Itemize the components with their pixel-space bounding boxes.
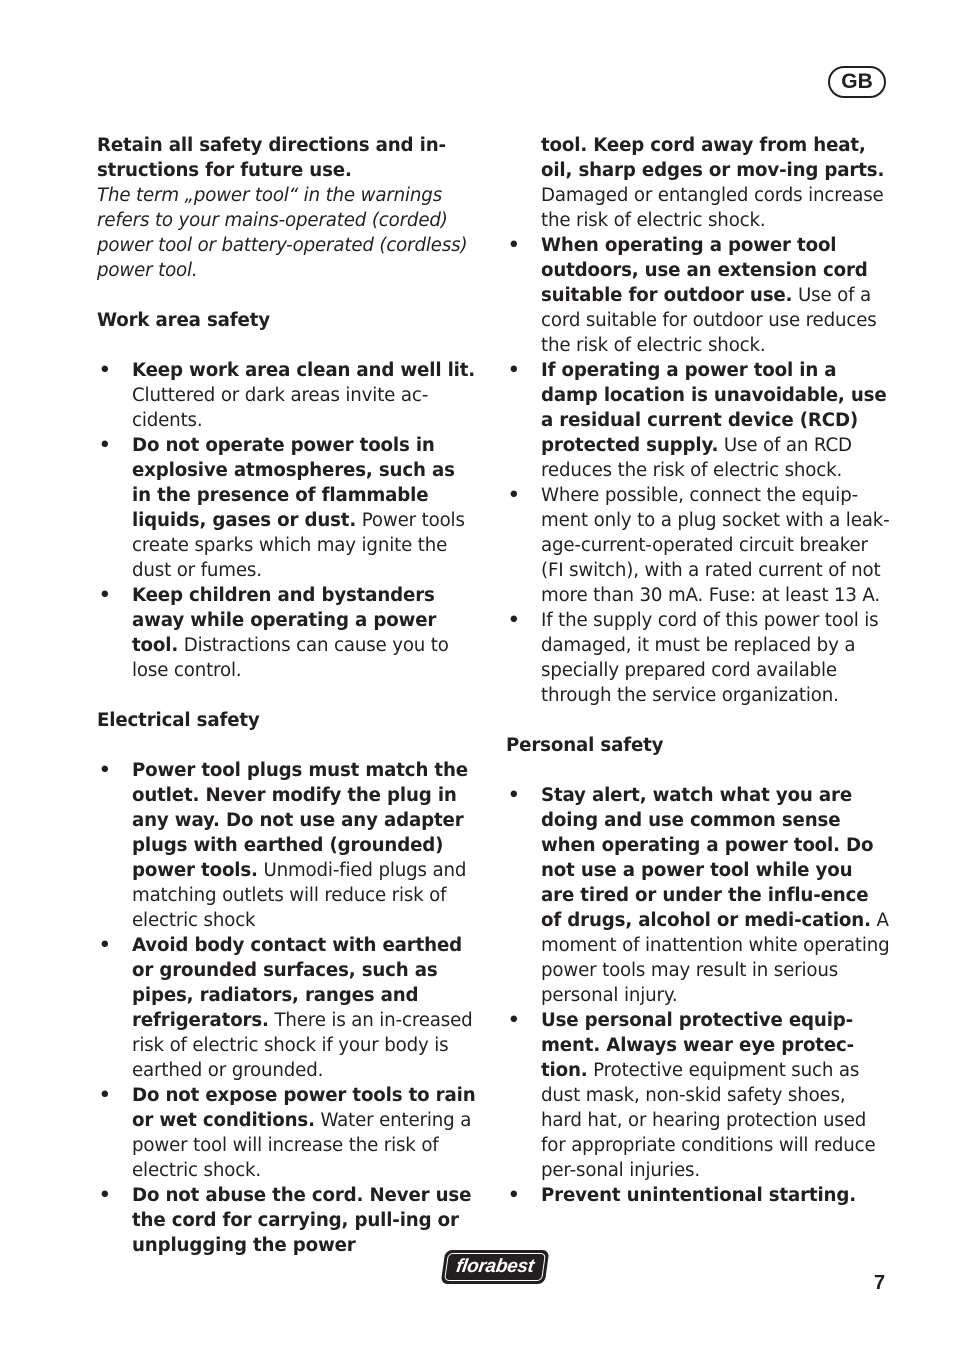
work-area-list (97, 358, 477, 683)
language-badge: GB (828, 66, 886, 98)
list-item: • Where possible, connect the equip-ment only to a plug socket with a leak-age-current-operated circuit breaker (FI switch), with a rated current of not more than 30 mA. Fuse: at least 13 A. (506, 483, 890, 608)
list-item: • Use personal protective equip-ment. Always wear eye protec-tion. Protective equipment such as dust mask, non-skid safety shoes, hard hat, or hearing protection used for appropriate conditions will reduce per-sonal injuries. (506, 1008, 890, 1183)
list-item: • If operating a power tool in a damp location is unavoidable, use a residual current device (RCD) protected supply. Use of an RCD reduces the risk of electric shock. (506, 358, 890, 483)
brand-logo-text: florabest (454, 1256, 536, 1277)
list-item: • Stay alert, watch what you are doing and use common sense when operating a power tool. Do not use a power tool while you are tired or under the influ-ence of drugs, alcohol or medi-cation. A moment of inattention white operating power tools may result in serious personal injury. (506, 783, 890, 1008)
section-heading-personal: Personal safety (506, 735, 664, 756)
list-item: • When operating a power tool outdoors, use an extension cord suitable for outdoor use. Use of a cord suitable for outdoor use reduces the risk of electric shock. (506, 233, 890, 358)
list-item: • Do not expose power tools to rain or wet conditions. Water entering a power tool will increase the risk of electric shock. (97, 1083, 477, 1183)
page-number: 7 (874, 1272, 886, 1294)
list-item: • Power tool plugs must match the outlet. Never modify the plug in any way. Do not use any adapter plugs with earthed (grounded) power tools. Unmodi-fied plugs and matching outlets will reduce risk of electric shock (97, 758, 477, 933)
list-item: • Avoid body contact with earthed or grounded surfaces, such as pipes, radiators, ranges and refrigerators. There is an in-creased risk of electric shock if your body is earthed or grounded. (97, 933, 477, 1083)
list-item: • Do not operate power tools in explosive atmospheres, such as in the presence of flammable liquids, gases or dust. Power tools create sparks which may ignite the dust or fumes. (97, 433, 477, 583)
personal-list (506, 783, 890, 1208)
list-item: • Do not abuse the cord. Never use the cord for carrying, pull-ing or unplugging the power (97, 1183, 477, 1258)
list-item: • If the supply cord of this power tool is damaged, it must be replaced by a specially prepared cord available through the service organization. (506, 608, 890, 708)
section-heading-work-area: Work area safety (97, 310, 270, 331)
intro-bold-text: Retain all safety directions and in-structions for future use. (97, 135, 446, 181)
continued-list-item: tool. Keep cord away from heat, oil, sharp edges or mov-ing parts. Damaged or entangled cords increase the risk of electric shock. (541, 135, 885, 231)
list-item: • Keep children and bystanders away while operating a power tool. Distractions can cause you to lose control. (97, 583, 477, 683)
left-column (97, 133, 477, 1258)
brand-logo (441, 1250, 550, 1284)
section-heading-electrical: Electrical safety (97, 710, 260, 731)
list-item: • Keep work area clean and well lit. Cluttered or dark areas invite ac-cidents. (97, 358, 477, 433)
list-item: • Prevent unintentional starting. (506, 1183, 890, 1208)
electrical-list (97, 758, 477, 1258)
electrical-list-continued (506, 233, 890, 708)
intro-italic-text: The term „power tool“ in the warnings refers to your mains-operated (corded) power tool or battery-operated (cordless) power tool. (97, 185, 468, 281)
right-column (506, 133, 890, 1208)
